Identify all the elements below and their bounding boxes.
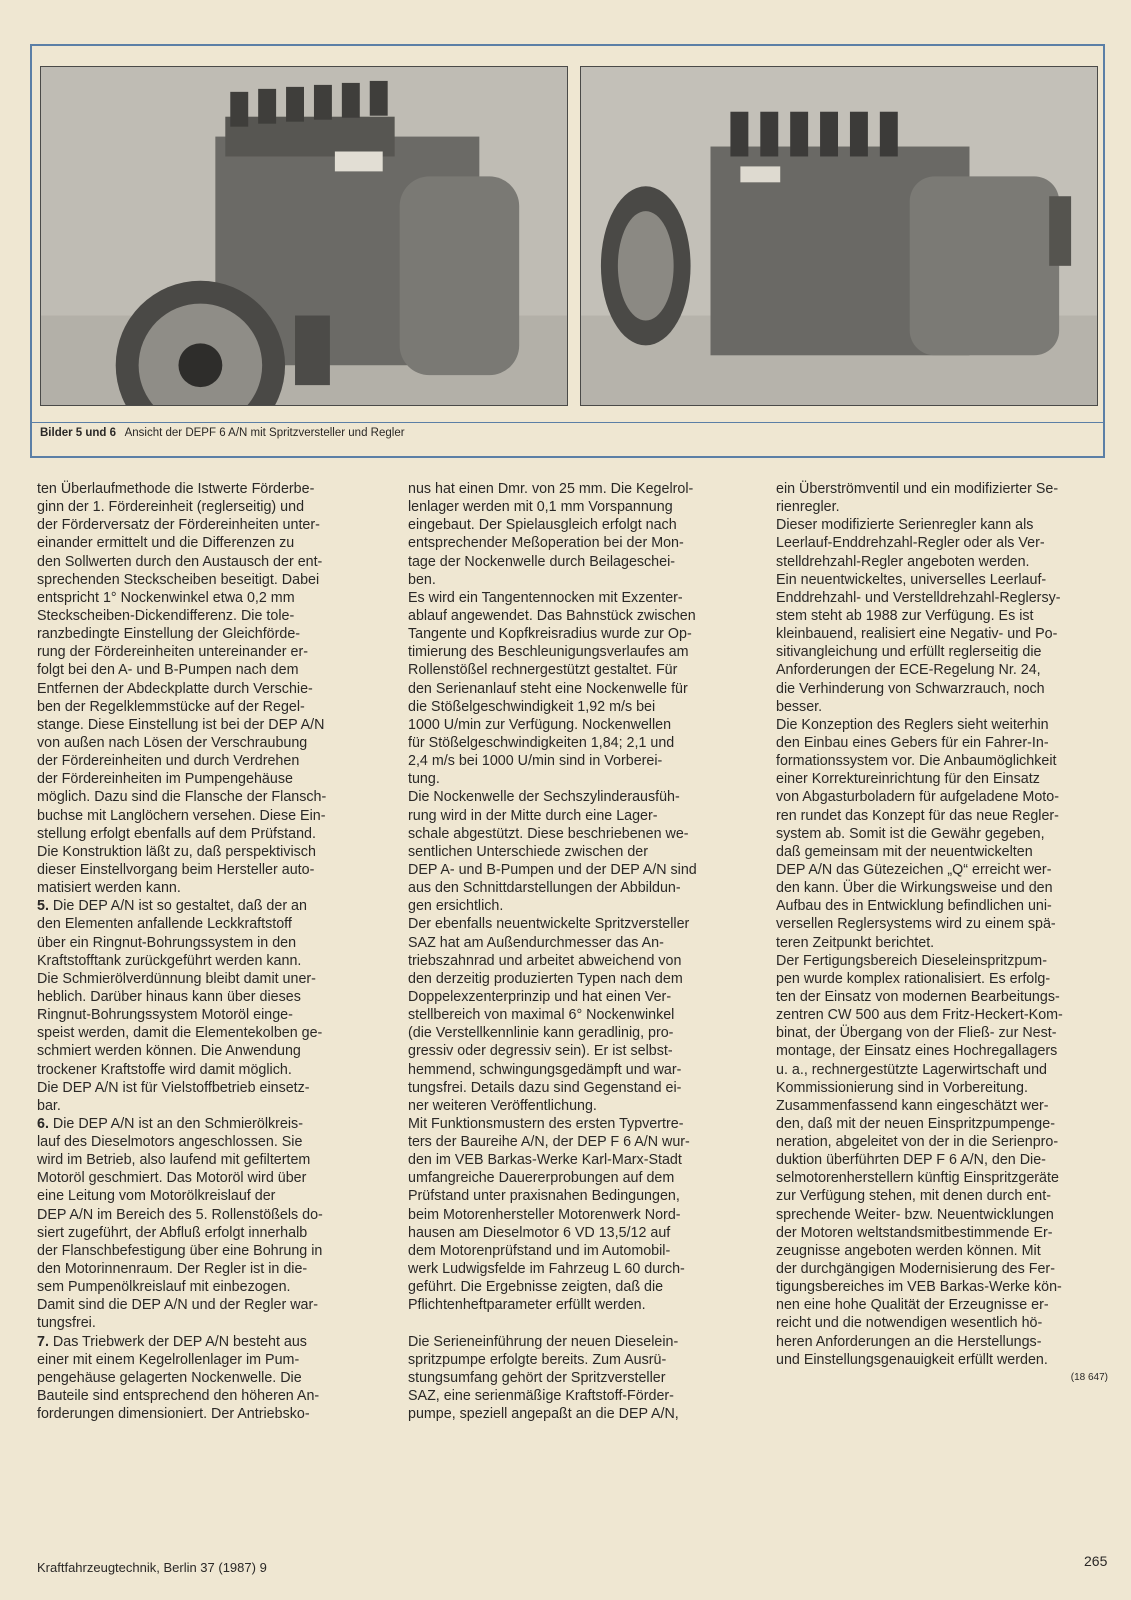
text-line: Enddrehzahl- und Verstelldrehzahl-Reglersy- bbox=[776, 589, 1061, 606]
text-line: gressiv oder degressiv sein). Er ist selbst- bbox=[408, 1043, 673, 1060]
text-line bbox=[408, 1314, 753, 1332]
text-line: von außen nach Lösen der Verschraubung bbox=[37, 734, 308, 751]
text-line: nen eine hohe Qualität der Erzeugnisse er- bbox=[776, 1297, 1049, 1314]
text-line: reicht und die notwendigen wesentlich hö- bbox=[776, 1315, 1043, 1332]
text-line: zeugnisse angeboten werden können. Mit bbox=[776, 1242, 1041, 1259]
text-line: den im VEB Barkas-Werke Karl-Marx-Stadt bbox=[408, 1152, 682, 1169]
photo-pump-right bbox=[580, 66, 1098, 406]
text-line: sprechenden Steckscheiben beseitigt. Dabei bbox=[37, 571, 320, 588]
text-line: dem Motorenprüfstand und im Automobil- bbox=[408, 1242, 671, 1259]
text-line: kleinbauend, realisiert eine Negativ- und Po- bbox=[776, 626, 1058, 643]
text-line: den kann. Über die Wirkungsweise und den bbox=[776, 880, 1053, 897]
text-line: stem steht ab 1988 zur Verfügung. Es ist bbox=[776, 607, 1034, 624]
text-line: daß gemeinsam mit der neuentwickelten bbox=[776, 843, 1033, 860]
text-line: den Serienanlauf steht eine Nockenwelle für bbox=[408, 680, 688, 697]
text-line: tungsfrei. Details dazu sind Gegenstand ei- bbox=[408, 1079, 682, 1096]
text-line: zur Verfügung stehen, mit denen durch ent- bbox=[776, 1188, 1051, 1205]
text-line: schmiert werden können. Die Anwendung bbox=[37, 1043, 301, 1060]
text-line: Rollenstößel rechnergestützt gestaltet. Für bbox=[408, 662, 678, 679]
text-line: der Flanschbefestigung über eine Bohrung in bbox=[37, 1242, 323, 1259]
text-line: der Fördereinheiten im Pumpengehäuse bbox=[37, 771, 293, 788]
text-line: den derzeitig produzierten Typen nach dem bbox=[408, 970, 683, 987]
text-line: ten Überlaufmethode die Istwerte Förderbe- bbox=[37, 481, 315, 497]
text-line: teren Zeitpunkt berichtet. bbox=[776, 934, 935, 951]
text-line: hausen am Dieselmotor 6 VD 13,5/12 auf bbox=[408, 1224, 671, 1241]
text-line: Damit sind die DEP A/N und der Regler war- bbox=[37, 1297, 319, 1314]
text-line: selmotorenherstellern künftig Einspritzgeräte bbox=[776, 1170, 1059, 1187]
text-line: sem Pumpenölkreislauf mit einbezogen. bbox=[37, 1279, 291, 1296]
text-line: ranzbedingte Einstellung der Gleichförde- bbox=[37, 626, 301, 643]
text-line-content: Das Triebwerk der DEP A/N besteht aus bbox=[52, 1333, 307, 1350]
text-line: dieser Einstellvorgang beim Hersteller auto- bbox=[37, 861, 315, 878]
text-line: folgt bei den A- und B-Pumpen nach dem bbox=[37, 662, 299, 679]
text-line: heren Anforderungen an die Herstellungs- bbox=[776, 1333, 1042, 1350]
text-line: binat, der Übergang von der Fließ- zur Nest- bbox=[776, 1025, 1057, 1042]
text-line: DEP A/N das Gütezeichen „Q“ erreicht wer- bbox=[776, 861, 1052, 878]
text-line: Tangente und Kopfkreisradius wurde zur Op- bbox=[408, 626, 692, 643]
text-line: einer mit einem Kegelrollenlager im Pum- bbox=[37, 1351, 300, 1368]
text-line: heblich. Darüber hinaus kann über dieses bbox=[37, 988, 301, 1005]
text-line: SAZ hat am Außendurchmesser das An- bbox=[408, 934, 664, 951]
text-line: rienregler. bbox=[776, 499, 840, 516]
text-line: umfangreiche Dauererprobungen auf dem bbox=[408, 1170, 675, 1187]
text-line: sitivangleichung und erfüllt reglerseitig die bbox=[776, 644, 1042, 661]
text-line: DEP A/N im Bereich des 5. Rollenstößels do- bbox=[37, 1206, 323, 1223]
text-line: den Elementen anfallende Leckkraftstoff bbox=[37, 916, 292, 933]
section-number: 5. bbox=[37, 898, 49, 915]
text-line: der durchgängigen Modernisierung des Fer- bbox=[776, 1261, 1055, 1278]
text-line: eingebaut. Der Spielausgleich erfolgt nach bbox=[408, 517, 677, 534]
text-line bbox=[37, 897, 387, 915]
text-line: geführt. Die Ergebnisse zeigten, daß die bbox=[408, 1279, 664, 1296]
text-line: Es wird ein Tangentennocken mit Exzenter- bbox=[408, 589, 683, 606]
text-line: über ein Ringnut-Bohrungssystem in den bbox=[37, 934, 297, 951]
text-line: schale abgestützt. Diese beschriebenen we- bbox=[408, 825, 689, 842]
text-line-content: Die DEP A/N ist so gestaltet, daß der an bbox=[52, 898, 307, 915]
text-line: stellung erfolgt ebenfalls auf dem Prüfstand. bbox=[37, 825, 316, 842]
text-line: die Stößelgeschwindigkeit 1,92 m/s bei bbox=[408, 698, 656, 715]
text-line: Bauteile sind entsprechend den höheren An- bbox=[37, 1388, 320, 1405]
text-line: trockener Kraftstoffe wird damit möglich. bbox=[37, 1061, 292, 1078]
text-line bbox=[37, 1333, 387, 1351]
text-line: Doppelexzenterprinzip und hat einen Ver- bbox=[408, 988, 672, 1005]
figure-box bbox=[30, 44, 1105, 458]
text-line: Ringnut-Bohrungssystem Motoröl einge- bbox=[37, 1007, 293, 1024]
text-line: ben der Regelklemmstücke auf der Regel- bbox=[37, 698, 305, 715]
text-line: ginn der 1. Fördereinheit (reglerseitig) und bbox=[37, 499, 305, 516]
text-line: einer Korrektureinrichtung für den Einsatz bbox=[776, 771, 1040, 788]
text-line: timierung des Beschleunigungsverlaufes am bbox=[408, 644, 689, 661]
text-line: montage, der Einsatz eines Hochregallagers bbox=[776, 1043, 1058, 1060]
text-line: buchse mit Langlöchern versehen. Diese Ein- bbox=[37, 807, 326, 824]
text-line: tung. bbox=[408, 771, 440, 788]
text-line: pen wurde komplex rationalisiert. Es erfolg- bbox=[776, 970, 1051, 987]
text-line: für Stößelgeschwindigkeiten 1,84; 2,1 und bbox=[408, 734, 675, 751]
text-line: bar. bbox=[37, 1097, 61, 1114]
caption-text: Ansicht der DEPF 6 A/N mit Spritzversteller und Regler bbox=[124, 427, 405, 439]
text-line: Steckscheiben-Dickendifferenz. Die tole- bbox=[37, 607, 295, 624]
text-line: Pflichtenheftparameter erfüllt werden. bbox=[408, 1297, 646, 1314]
text-line: siert zugeführt, der Abfluß erfolgt innerhalb bbox=[37, 1224, 308, 1241]
article-reference-number: (18 647) bbox=[1070, 1371, 1108, 1383]
text-line: den, daß mit der neuen Einspritzpumpenge- bbox=[776, 1115, 1055, 1132]
text-line: matisiert werden kann. bbox=[37, 880, 181, 897]
text-line: Die Serieneinführung der neuen Dieselein- bbox=[408, 1333, 679, 1350]
text-line: u. a., rechnergestützte Lagerwirtschaft und bbox=[776, 1061, 1047, 1078]
text-line: rung wird in der Mitte durch eine Lager- bbox=[408, 807, 658, 824]
text-line: tage der Nockenwelle durch Beilageschei- bbox=[408, 553, 676, 570]
text-line: ten der Einsatz von modernen Bearbeitungs- bbox=[776, 988, 1060, 1005]
text-line: einander ermittelt und die Differenzen zu bbox=[37, 535, 295, 552]
text-line: den Sollwerten durch den Austausch der ent- bbox=[37, 553, 323, 570]
text-line: system ab. Somit ist die Gewähr gegeben, bbox=[776, 825, 1045, 842]
text-line: von Abgasturboladern für aufgeladene Moto- bbox=[776, 789, 1059, 806]
text-line: ters der Baureihe A/N, der DEP F 6 A/N wur- bbox=[408, 1134, 690, 1151]
text-line: der Motoren weltstandsmitbestimmende Er- bbox=[776, 1224, 1053, 1241]
text-line: Die Nockenwelle der Sechszylinderausfüh- bbox=[408, 789, 680, 806]
text-line: tigungsbereiches im VEB Barkas-Werke kön- bbox=[776, 1279, 1062, 1296]
text-line: sprechende Weiter- bzw. Neuentwicklungen bbox=[776, 1206, 1054, 1223]
text-line: Motoröl geschmiert. Das Motoröl wird über bbox=[37, 1170, 307, 1187]
text-line: versellen Reglersystems wird zu einem spä- bbox=[776, 916, 1056, 933]
text-line: neration, abgeleitet von der in die Serienpro- bbox=[776, 1134, 1059, 1151]
text-line: möglich. Dazu sind die Flansche der Flansch- bbox=[37, 789, 327, 806]
text-line: entspricht 1° Nockenwinkel etwa 0,2 mm bbox=[37, 589, 295, 606]
text-line: Anforderungen der ECE-Regelung Nr. 24, bbox=[776, 662, 1041, 679]
text-line: spritzpumpe erfolgte bereits. Zum Ausrü- bbox=[408, 1351, 667, 1368]
text-line: duktion überführten DEP F 6 A/N, den Die- bbox=[776, 1152, 1046, 1169]
caption-label: Bilder 5 und 6 bbox=[40, 427, 117, 439]
text-line: aus den Schnittdarstellungen der Abbildun- bbox=[408, 880, 681, 897]
text-line: Die Konzeption des Reglers sieht weiterhin bbox=[776, 716, 1049, 733]
text-column-3 bbox=[776, 480, 1122, 1387]
text-line: Die DEP A/N ist für Vielstoffbetrieb einsetz- bbox=[37, 1079, 310, 1096]
text-line: Die Konstruktion läßt zu, daß perspektivisch bbox=[37, 843, 316, 860]
photo-pump-left bbox=[40, 66, 568, 406]
text-line: stungsumfang gehört der Spritzversteller bbox=[408, 1369, 666, 1386]
journal-footer: Kraftfahrzeugtechnik, Berlin 37 (1987) 9 bbox=[37, 1560, 267, 1575]
text-line: beim Motorenhersteller Motorenwerk Nord- bbox=[408, 1206, 681, 1223]
photo-pump-right-image bbox=[581, 67, 1097, 405]
text-line: Aufbau des in Entwicklung befindlichen uni- bbox=[776, 898, 1052, 915]
text-line: nus hat einen Dmr. von 25 mm. Die Kegelrol- bbox=[408, 481, 694, 497]
text-line: Zusammenfassend kann eingeschätzt wer- bbox=[776, 1097, 1049, 1114]
text-line: entsprechender Meßoperation bei der Mon- bbox=[408, 535, 684, 552]
text-line: stellbereich von maximal 6° Nockenwinkel bbox=[408, 1007, 675, 1024]
text-line: Ein neuentwickeltes, universelles Leerlauf- bbox=[776, 571, 1047, 588]
text-line: werk Ludwigsfelde im Fahrzeug L 60 durch- bbox=[408, 1261, 685, 1278]
text-line-content: Die DEP A/N ist an den Schmierölkreis- bbox=[52, 1115, 303, 1132]
text-line: gen ersichtlich. bbox=[408, 898, 504, 915]
text-line: Der ebenfalls neuentwickelte Spritzversteller bbox=[408, 916, 690, 933]
text-line: Mit Funktionsmustern des ersten Typvertre- bbox=[408, 1115, 684, 1132]
text-line: stelldrehzahl-Regler angeboten werden. bbox=[776, 553, 1030, 570]
text-column-1 bbox=[37, 480, 387, 1423]
text-line: SAZ, eine serienmäßige Kraftstoff-Förder- bbox=[408, 1388, 674, 1405]
text-line: Entfernen der Abdeckplatte durch Verschie- bbox=[37, 680, 313, 697]
text-line bbox=[37, 1115, 387, 1133]
text-line: triebszahnrad und arbeitet abweichend von bbox=[408, 952, 682, 969]
text-line: 1000 U/min zur Verfügung. Nockenwellen bbox=[408, 716, 672, 733]
text-line: lenlager werden mit 0,1 mm Vorspannung bbox=[408, 499, 673, 516]
text-line: Kraftstofftank zurückgeführt werden kann. bbox=[37, 952, 302, 969]
text-line: ner weiteren Veröffentlichung. bbox=[408, 1097, 597, 1114]
page-number: 265 bbox=[1084, 1553, 1108, 1569]
text-line: ren rundet das Konzept für das neue Regler- bbox=[776, 807, 1059, 824]
text-line: lauf des Dieselmotors angeschlossen. Sie bbox=[37, 1134, 303, 1151]
text-line: formationssystem vor. Die Anbaumöglichkeit bbox=[776, 753, 1057, 770]
text-line: (die Verstellkennlinie kann geradlinig, pro- bbox=[408, 1025, 674, 1042]
text-line: speist werden, damit die Elementekolben ge- bbox=[37, 1025, 323, 1042]
text-line: die Verhinderung von Schwarzrauch, noch bbox=[776, 680, 1045, 697]
text-line: Der Fertigungsbereich Dieseleinspritzpum- bbox=[776, 952, 1047, 969]
text-line: pumpe, speziell angepaßt an die DEP A/N, bbox=[408, 1406, 679, 1423]
text-line: forderungen dimensioniert. Der Antriebsko- bbox=[37, 1406, 310, 1423]
text-line: zentren CW 500 aus dem Fritz-Heckert-Kom- bbox=[776, 1007, 1063, 1024]
text-line: tungsfrei. bbox=[37, 1315, 96, 1332]
text-line: stange. Diese Einstellung ist bei der DEP A/N bbox=[37, 716, 325, 733]
text-line: wird im Betrieb, also laufend mit gefiltertem bbox=[37, 1152, 311, 1169]
text-line: der Förderversatz der Fördereinheiten unter- bbox=[37, 517, 320, 534]
text-line: Dieser modifizierte Serienregler kann als bbox=[776, 517, 1034, 534]
text-line: eine Leitung vom Motorölkreislauf der bbox=[37, 1188, 276, 1205]
text-line: rung der Fördereinheiten untereinander er- bbox=[37, 644, 309, 661]
text-line: besser. bbox=[776, 698, 823, 715]
section-number: 7. bbox=[37, 1333, 49, 1350]
text-line: und Einstellungsgenauigkeit erfüllt werden. bbox=[776, 1351, 1048, 1368]
text-line: Die Schmierölverdünnung bleibt damit uner- bbox=[37, 970, 316, 987]
text-line: ablauf angewendet. Das Bahnstück zwischen bbox=[408, 607, 696, 624]
text-line: ein Überströmventil und ein modifizierter Se- bbox=[776, 481, 1059, 497]
text-line: ben. bbox=[408, 571, 436, 588]
text-column-2 bbox=[408, 480, 753, 1423]
text-line: Leerlauf-Enddrehzahl-Regler oder als Ver- bbox=[776, 535, 1045, 552]
text-line: 2,4 m/s bei 1000 U/min sind in Vorberei- bbox=[408, 753, 663, 770]
figure-caption bbox=[32, 422, 1103, 446]
photo-pump-left-image bbox=[41, 67, 567, 405]
section-number: 6. bbox=[37, 1115, 49, 1132]
text-line: der Fördereinheiten und durch Verdrehen bbox=[37, 753, 300, 770]
text-line: den Motorinnenraum. Der Regler ist in die- bbox=[37, 1261, 308, 1278]
text-line: hemmend, schwingungsgedämpft und war- bbox=[408, 1061, 682, 1078]
text-line: sentlichen Unterschiede zwischen der bbox=[408, 843, 648, 860]
text-line: pengehäuse gelagerten Nockenwelle. Die bbox=[37, 1369, 302, 1386]
text-line: den Einbau eines Gebers für ein Fahrer-In- bbox=[776, 734, 1049, 751]
text-line: Kommissionierung sind in Vorbereitung. bbox=[776, 1079, 1028, 1096]
text-line: DEP A- und B-Pumpen und der DEP A/N sind bbox=[408, 861, 697, 878]
text-line: Prüfstand unter praxisnahen Bedingungen, bbox=[408, 1188, 680, 1205]
